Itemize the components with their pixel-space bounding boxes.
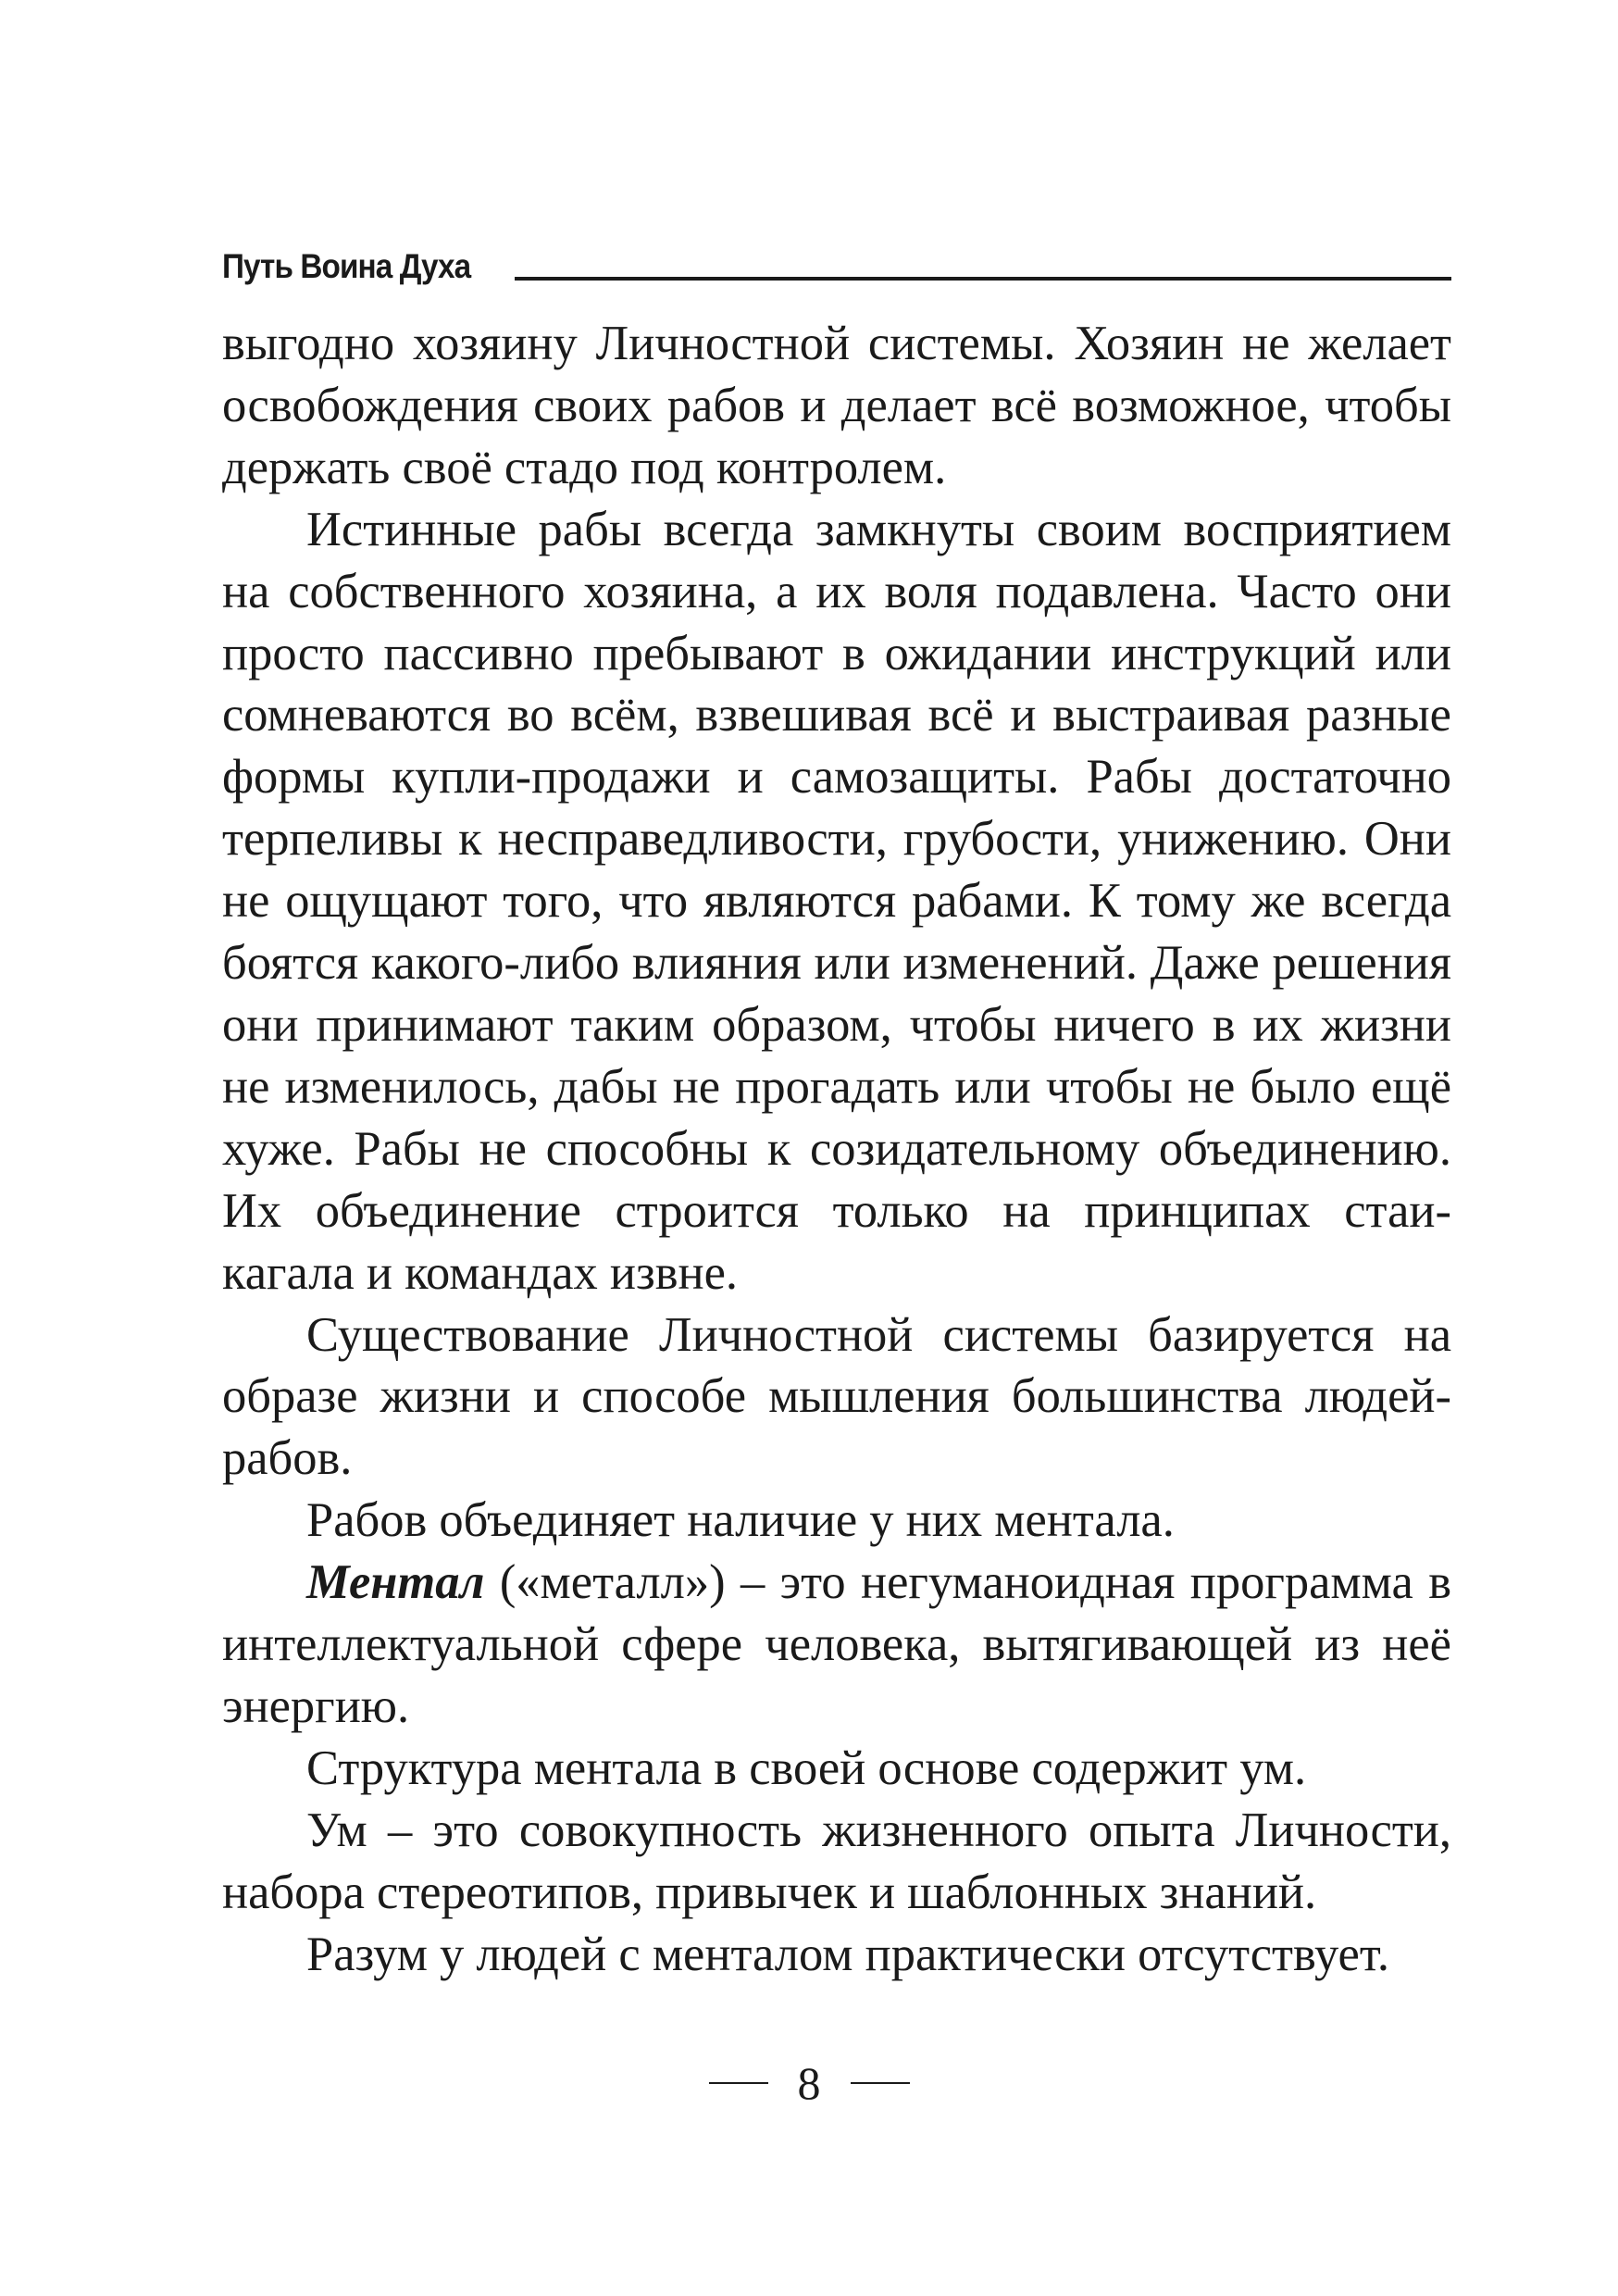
running-head: [222, 228, 1451, 283]
paragraph-6: Структура ментала в своей основе содержит ум.: [306, 1741, 1307, 1795]
defined-term: Ментал: [306, 1555, 485, 1610]
definition-text: («металл») – это негуманоидная программа в интеллектуальной сфере человека, вытягивающей из неё энергию.: [222, 1555, 1451, 1733]
paragraph-4: Рабов объединяет наличие у них ментала.: [306, 1493, 1175, 1548]
paragraph-1: выгодно хозяину Личностной системы. Хозяин не желает освобождения своих рабов и делает всё возможное, чтобы держать своё стадо под контролем.: [222, 317, 1451, 494]
running-head-rule: [515, 277, 1451, 281]
paragraph-8: Разум у людей с менталом практически отсутствует.: [306, 1927, 1389, 1981]
folio-dash-right: [851, 2082, 910, 2084]
paragraph-3: Существование Личностной системы базируется на образе жизни и способе мышления большинства людей-рабов.: [222, 1307, 1451, 1486]
running-head-title: Путь Воина Духа: [222, 247, 471, 285]
body-text: [222, 313, 1451, 1985]
page-number: 8: [797, 2057, 821, 2109]
folio-dash-left: [709, 2082, 768, 2084]
paragraph-5: [222, 1552, 1451, 1738]
paragraph-2: Истинные рабы всегда замкнуты своим восприятием на собственного хозяина, а их воля подавлена. Часто они просто пассивно пребывают в ожидании инструкций или сомневаются во всём, взвешивая всё и выстраивая разные формы купли-продажи и самозащиты. Рабы достаточно терпеливы к несправедливости, грубости, унижению. Они не ощущают того, что являются рабами. К тому же всегда боятся какого-либо влияния или изменений. Даже решения они принимают таким образом, чтобы ничего в их жизни не изменилось, дабы не прогадать или чтобы не было ещё хуже. Рабы не способны к созидательному объединению. Их объединение строится только на принципах стаи-кагала и командах извне.: [222, 502, 1451, 1300]
paragraph-7: Ум – это совокупность жизненного опыта Личности, набора стереотипов, привычек и шаблонных знаний.: [222, 1803, 1451, 1919]
page-number-footer: [0, 2057, 1618, 2109]
